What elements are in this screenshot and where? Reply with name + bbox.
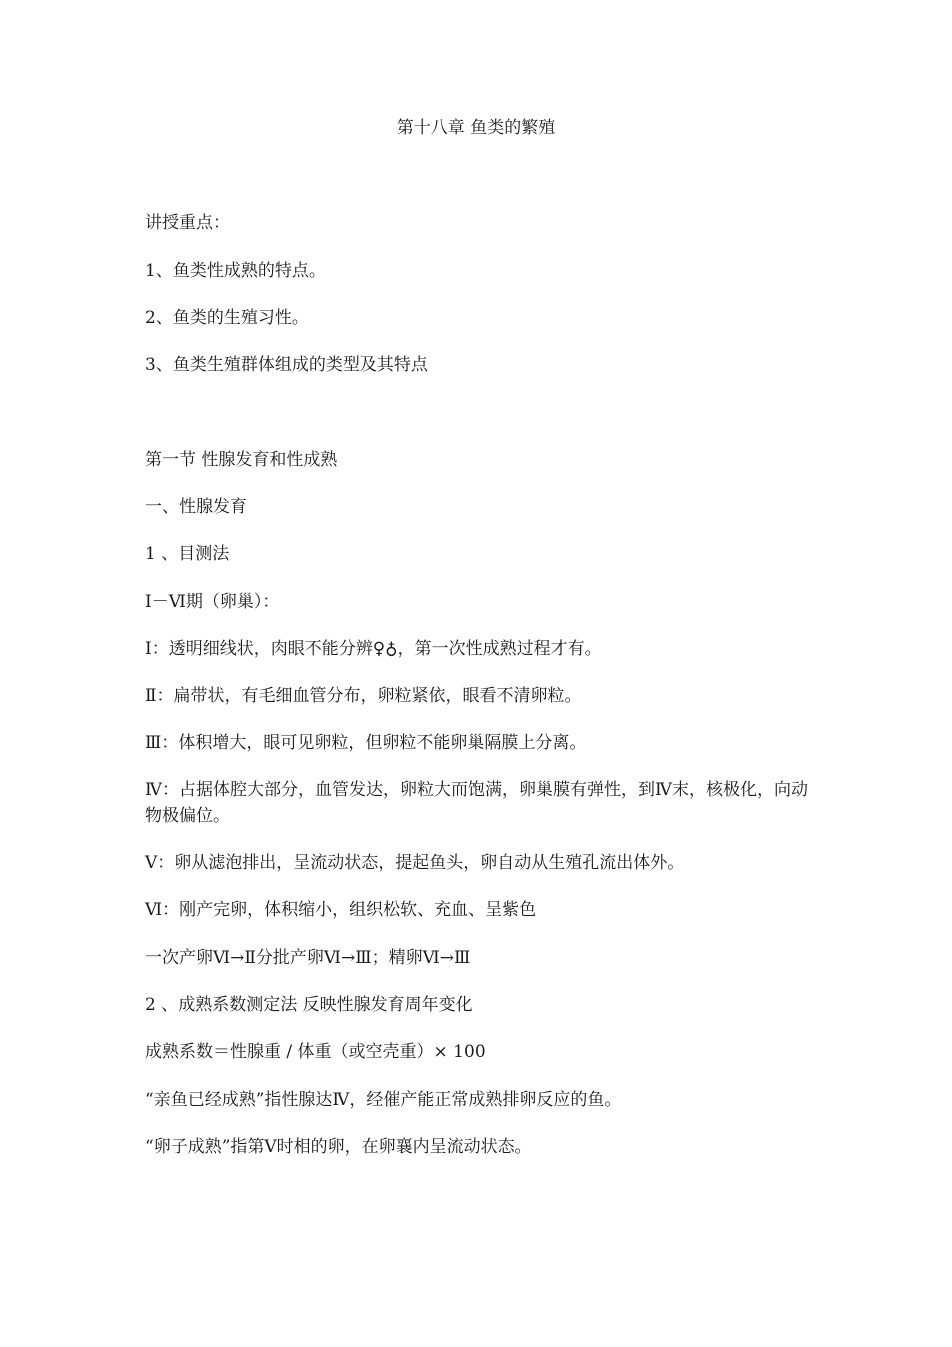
spawning-cycle-text: 一次产卵Ⅵ→Ⅱ分批产卵Ⅵ→Ⅲ；精卵Ⅵ→Ⅲ [145,948,471,968]
method-heading: 2 、成熟系数测定法 反映性腺发育周年变化 [145,995,473,1015]
stage-item: Ⅲ：体积增大，眼可见卵粒，但卵粒不能卵巢隔膜上分离。 [145,733,587,753]
stage-item: Ⅴ：卵从滤泡排出，呈流动状态，提起鱼头，卵自动从生殖孔流出体外。 [145,853,685,873]
method-heading: 1 、目测法 [145,544,230,564]
subsection-heading: 一、性腺发育 [145,497,247,517]
key-point-item: 3、鱼类生殖群体组成的类型及其特点 [145,355,428,375]
chapter-title: 第十八章 鱼类的繁殖 [396,118,556,138]
key-point-item: 1、鱼类性成熟的特点。 [145,261,326,281]
section-heading: 第一节 性腺发育和性成熟 [145,450,338,470]
key-point-item: 2、鱼类的生殖习性。 [145,308,309,328]
definition-text: “卵子成熟”指第Ⅴ时相的卵，在卵襄内呈流动状态。 [145,1137,532,1157]
key-points-heading: 讲授重点： [145,213,230,233]
stage-item: Ⅳ：占据体腔大部分，血管发达，卵粒大而饱满，卵巢膜有弹性，到Ⅳ末，核极化，向动物极偏位。 [145,780,808,826]
stage-item: Ⅱ：扁带状，有毛细血管分布，卵粒紧依，眼看不清卵粒。 [145,686,582,706]
formula-text: 成熟系数＝性腺重 / 体重（或空壳重）× 100 [145,1042,486,1062]
stage-item: Ⅰ：透明细线状，肉眼不能分辨♀♁，第一次性成熟过程才有。 [145,639,602,659]
stage-item: Ⅵ：刚产完卵，体积缩小，组织松软、充血、呈紫色 [145,900,537,920]
definition-text: “亲鱼已经成熟”指性腺达Ⅳ，经催产能正常成熟排卵反应的鱼。 [145,1090,622,1110]
stages-heading: Ⅰ－Ⅵ期（卵巢）： [145,592,280,612]
